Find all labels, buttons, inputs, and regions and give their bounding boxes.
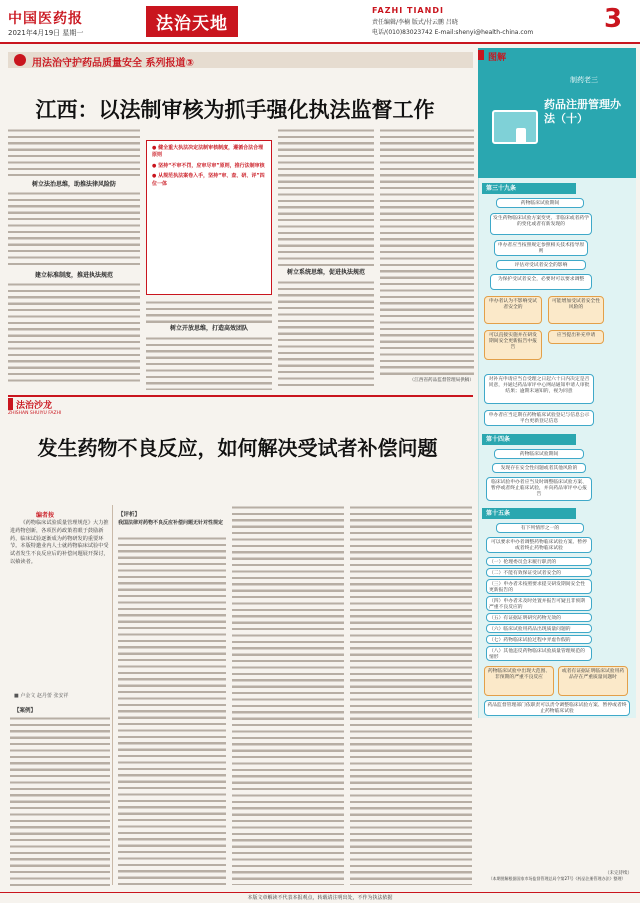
article1-subhead-1: 树立法治思维，助推法律风险防 (31, 181, 116, 188)
analysis-label: 【评析】 (118, 512, 141, 518)
newspaper-logo: 中国医药报 (8, 11, 83, 27)
section-pinyin: FAZHI TIANDI (372, 6, 444, 15)
editor-note (10, 520, 110, 672)
flow-box-24: （八）其他违反药物临床试验质量管理规范的情形 (486, 646, 592, 661)
editor-note-text: 《药物临床试验质量管理规范》大力推进药物创新，各项医药政策着眼于鼓励新药，临床试验逐渐成为药物研发的重要环节。本版特邀业内人士就药物临床试验中受试者发生不良反应后的补偿问题展开探讨，以飨读者。 (10, 520, 109, 565)
callout-point-1: ● 健全重大执法决定法制审核制度，遵循合法合理原则 (152, 145, 264, 159)
article1-column-3 (278, 128, 374, 390)
article2-column-2 (232, 505, 344, 885)
masthead-rule (0, 42, 640, 44)
flow-box-2: 发生药物临床试验方案变更、非临床或者药学的变化或者有新发现的 (490, 213, 592, 235)
article1-column-1 (8, 128, 140, 390)
flow-box-13: 发现存在安全性问题或者其他风险的 (492, 463, 586, 473)
article1-column-4 (380, 128, 474, 390)
monitor-icon (492, 110, 538, 144)
article1-subhead-2: 建立标准制度，推进执法规范 (34, 272, 113, 279)
graphic-credit: （本期图解根据国家市场监督管理总局令第27号《药品注册管理办法》整理） (488, 876, 626, 881)
lower-tag-bar (8, 398, 13, 410)
editor-credits: 责任编辑/李楠 版式/付云鹏 吕晓 (372, 19, 458, 26)
case-label: 【案例】 (14, 708, 37, 714)
infographic-title: 药品注册管理办法（十） (544, 98, 621, 125)
editor-note-title: 编者按 (36, 512, 55, 519)
article1-callout (146, 140, 272, 295)
flow-box-7: 可以直接实施并在研发期间安全更新报告中报告 (484, 330, 542, 360)
medicine-bottle-icon (516, 128, 526, 144)
flow-box-12: 药物临床试验期间 (494, 449, 584, 459)
flow-box-17: （一）伦理委员会未履行职责的 (486, 557, 592, 566)
contact-line: 电话/(010)83023742 E-mail:shenyi@health-china.com (372, 29, 534, 36)
article1-headline: 江西：以法制审核为抓手强化执法监督工作 (35, 97, 435, 122)
section-title: 法治天地 (146, 6, 238, 37)
flow-box-25: 药物临床试验中出现大范围、非预期的严重不良反应 (484, 666, 554, 696)
article1-subhead-4: 树立系统思维，促进执法规范 (286, 269, 365, 276)
flow-box-8: 可能增加受试者安全性风险的 (548, 296, 604, 324)
callout-point-2: ● 坚持“不审不罚，应审尽审”原则，推行法制审核 (152, 162, 265, 169)
flow-box-16: 可以要求申办者调整药物临床试验方案、暂停或者终止药物临床试验 (486, 537, 592, 553)
flow-box-1: 药物临床试验期间 (496, 198, 584, 208)
flow-box-4: 评估对受试者安全的影响 (496, 260, 586, 270)
lower-section-tag: 法治沙龙 (16, 401, 53, 411)
flow-box-6: 申办者认为不影响受试者安全的 (484, 296, 542, 324)
infographic-tag-bar (478, 50, 484, 60)
lower-section-rule (8, 395, 473, 397)
flow-box-19: （三）申办者未按照要求提交研发期间安全性更新报告的 (486, 579, 592, 594)
flow-box-9: 应当提出补充申请 (548, 330, 604, 344)
series-dot-icon (14, 54, 26, 66)
flow-box-27: 药品监督管理部门依职责可以责令调整临床试验方案、暂停或者终止药物临床试验 (484, 700, 630, 716)
case-column (10, 716, 110, 886)
flow-box-26: 或者有证据证明临床试验用药品存在严重质量问题时 (558, 666, 628, 696)
flow-box-18: （二）不能有效保证受试者安全的 (486, 568, 592, 577)
article2-headline: 发生药物不良反应，如何解决受试者补偿问题 (37, 436, 438, 460)
column-divider (112, 505, 113, 885)
lower-section-pinyin: ZHISHAN SHUIYU FAZHI (8, 411, 62, 416)
flow-box-15: 有下列情形之一的 (496, 523, 584, 533)
stage-head-2: 第十四条 (482, 434, 576, 445)
page-footer: 本版文章解读不代表本报观点，转载请注明出处，不作为执法依据 (0, 892, 640, 903)
analysis-question: 我国法律对药物不良反应补偿问题无针对性规定 (118, 520, 224, 526)
article1-credit: （江西省药品监督管理局供稿） (409, 378, 474, 383)
flow-box-3: 申办者应当按照规定参照相关技术指导原则 (494, 240, 588, 256)
stage-head-1: 第三十九条 (482, 183, 576, 194)
flow-box-21: （五）有证据证明研究药物无效的 (486, 613, 592, 622)
callout-point-3: ● 从规范执法案卷入手，坚持“审、查、研、评”四位一体 (152, 173, 265, 187)
stage-head-3: 第十五条 (482, 508, 576, 519)
infographic-subtitle: 制药老三 (570, 76, 598, 84)
to-be-continued: （未完待续） (605, 871, 632, 876)
infographic-tag: 图解 (488, 53, 507, 63)
masthead (0, 0, 640, 44)
issue-date: 2021年4月19日 星期一 (8, 29, 84, 37)
flow-box-10: 对补充申请应当自受理之日起六十日内决定是否同意，并通过药品审评中心网站通知申请人审批结果；逾期未通知的，视为同意 (484, 374, 594, 404)
article2-column-3 (350, 505, 472, 885)
flow-box-11: 申办者应当定期在药物临床试验登记与信息公示平台更新登记信息 (484, 410, 594, 426)
flow-box-20: （四）申办者未及时处置并报告可疑且非预期严重不良反应的 (486, 596, 592, 611)
article1-subhead-3: 树立开放思维，打造高效团队 (169, 325, 248, 332)
series-title: 用法治守护药品质量安全 系列报道③ (32, 58, 194, 69)
article1-column-2-lower (146, 300, 272, 390)
flow-box-5: 为保护受试者安全，必要时可以要求调整 (490, 274, 592, 290)
page-number: 3 (604, 4, 623, 34)
flow-box-23: （七）药物临床试验过程中弄虚作假的 (486, 635, 592, 644)
flow-box-14: 临床试验申办者应当及时调整临床试验方案、暂停或者终止临床试验，并向药品审评中心报告 (486, 477, 592, 501)
flow-box-22: （六）临床试验用药品出现质量问题的 (486, 624, 592, 633)
article2-column-1 (118, 536, 226, 886)
article2-byline: ■ 卢金文 赵丹蕾 张安祥 (14, 693, 69, 699)
